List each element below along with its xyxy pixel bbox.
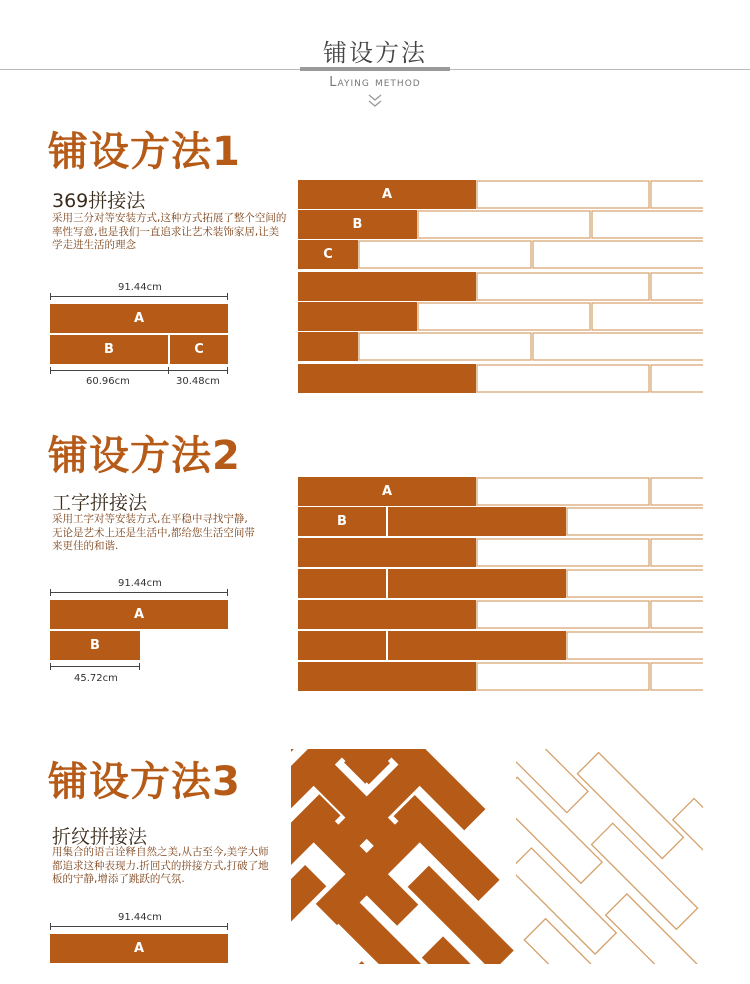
method-2-description: 采用工字对等安装方式,在平稳中寻找宁静,无论是艺术上还是生活中,都给您生活空间带来更佳的和谐. [52, 513, 255, 552]
pattern-tile-a: A [381, 187, 393, 202]
pattern-herringbone-diagram [291, 749, 703, 964]
method-1-subtitle: 369拼接法 [52, 190, 146, 212]
method-1-description: 采用三分对等安装方式,这种方式拓展了整个空间的率性写意,也是我们一直追求让艺术装饰家居,让美学走进生活的理念 [52, 212, 287, 251]
method-2-title: 铺设方法2 [48, 433, 241, 479]
method-3-description: 用集合的语言诠释自然之美,从古至今,美学大师都追求这种表现力.折回式的拼接方式,打破了地板的宁静,增添了跳跃的气氛. [52, 846, 269, 885]
dimension-tick [50, 589, 51, 596]
dimension-line [50, 926, 228, 927]
pattern-tile-b: B [352, 217, 363, 232]
method-1-title: 铺设方法1 [48, 129, 241, 175]
pattern-tile-a: A [381, 484, 393, 499]
dimension-tick [50, 367, 51, 374]
chevron-down-icon [366, 94, 384, 108]
tile-a: A [50, 304, 228, 333]
dimension-tick [168, 367, 169, 374]
pattern-herringbone-tiles [291, 749, 703, 964]
dimension-line [50, 592, 228, 593]
dimension-tick [227, 923, 228, 930]
tile-a: A [50, 934, 228, 963]
pattern-tile-c: C [323, 247, 333, 262]
method-2-subtitle: 工字拼接法 [52, 492, 148, 514]
dimension-tick [50, 663, 51, 670]
dimension-line [50, 370, 228, 371]
method-3-title: 铺设方法3 [48, 759, 241, 805]
tile-c: C [170, 335, 228, 364]
dimension-tick [50, 923, 51, 930]
pattern-i-shape-diagram [298, 477, 703, 691]
tile-b: B [50, 631, 140, 660]
tile-a: A [50, 600, 228, 629]
method-3-subtitle: 折纹拼接法 [52, 826, 148, 848]
dimension-b-label: 45.72cm [74, 673, 118, 684]
dimension-line [50, 296, 228, 297]
dimension-tick [50, 293, 51, 300]
dimension-b-label: 60.96cm [86, 376, 130, 387]
dimension-total-label: 91.44cm [118, 282, 162, 293]
dimension-tick [227, 589, 228, 596]
header-accent-bar [300, 67, 450, 71]
dimension-total-label: 91.44cm [118, 912, 162, 923]
dimension-tick [227, 367, 228, 374]
dimension-tick [227, 293, 228, 300]
dimension-tick [139, 663, 140, 670]
pattern-369-diagram [298, 180, 703, 393]
dimension-c-label: 30.48cm [176, 376, 220, 387]
dimension-total-label: 91.44cm [118, 578, 162, 589]
tile-b: B [50, 335, 168, 364]
dimension-line [50, 666, 140, 667]
page-subtitle: Laying method [329, 75, 421, 90]
page-title: 铺设方法 [323, 39, 427, 67]
pattern-tile-b: B [337, 514, 347, 529]
